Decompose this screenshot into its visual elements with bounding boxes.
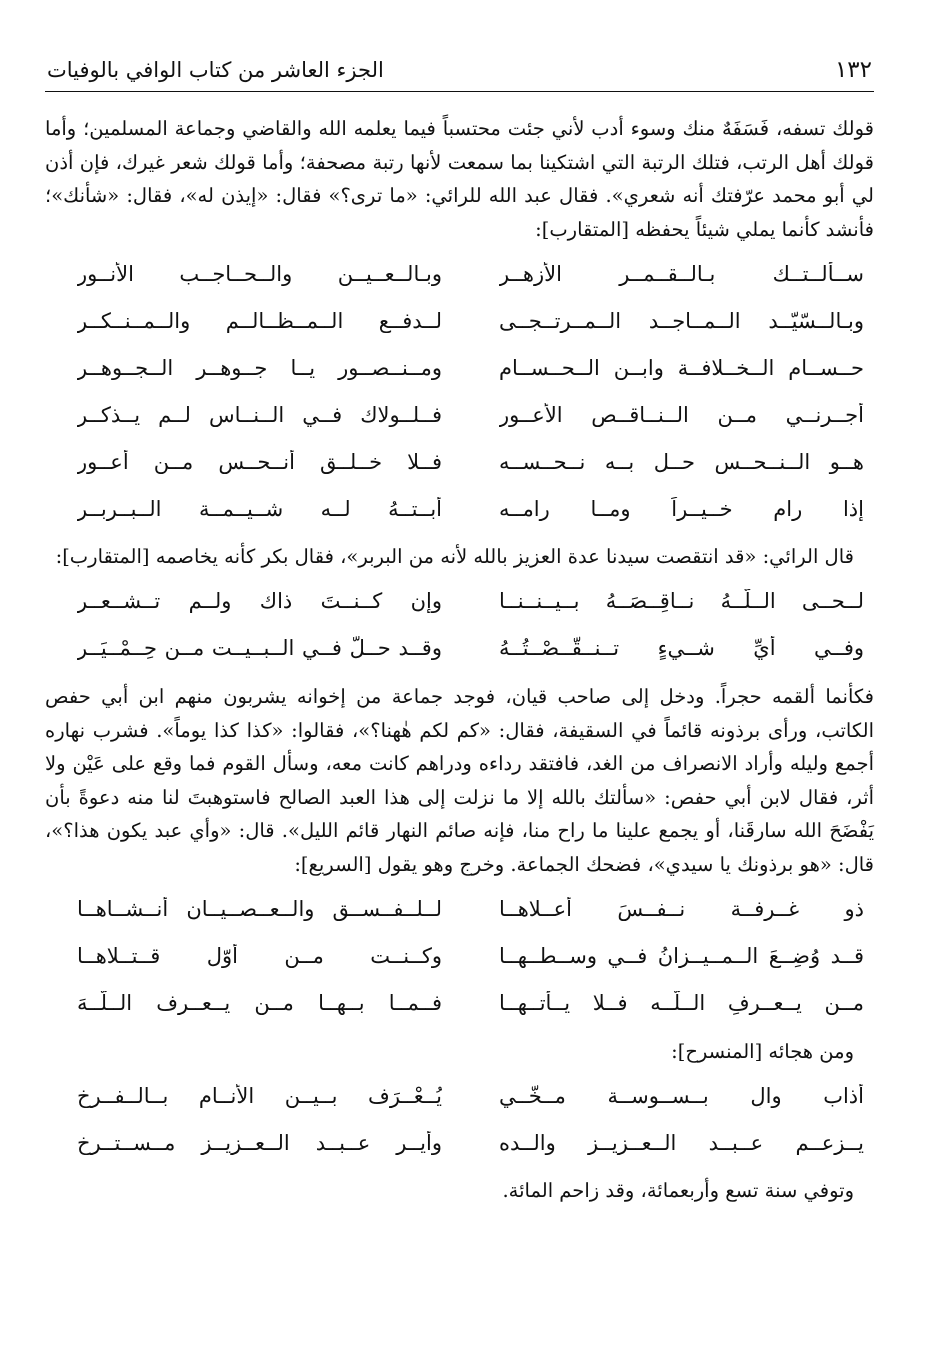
verse-first-hemistich: يــزعــم عــبــد الــعــزيــز والــده <box>499 1130 864 1155</box>
verse-second-hemistich: يُــعْــرَف بــيــن الأنــام بــالــفــرخِ <box>77 1083 442 1108</box>
book-page <box>45 55 874 1208</box>
running-title: الجزء العاشر من كتاب الوافي بالوفيات <box>47 58 384 82</box>
verse-line <box>45 625 874 672</box>
paragraph: قولك تسفه، فَسَفَهٌ منك وسوء أدب لأني جئت محتسباً فيما يعلمه الله والقاضي وجماعة المسلمين؛ وأما قولك أهل الرتب، فتلك الرتبة التي اشتكينا بما سمعت لأنها رتبة مصحفة؛ وأما قولك شعر غيرك، فإن أذن لي أبو محمد عرّفتك أنه شعري». فقال عبد الله للرائي: «ما ترى؟» فقال: «إيذن له»، فقال: «شأنك»؛ فأنشد كأنما يملي شيئاً يحفظه [المتقارب]: <box>45 117 874 241</box>
verse-first-hemistich: ســألــتــك بـالــقــمــر الأزهــرِ <box>499 261 864 286</box>
verse-second-hemistich: وأيــر عــبــد الــعــزيــز مــســتــرخِ <box>77 1130 442 1155</box>
verse-first-hemistich: وبـالــسّيّــد الــمــاجــد الــمــرتــجــى <box>499 308 864 333</box>
paragraph: ومن هجائه [المنسرح]: <box>671 1039 854 1063</box>
verse-first-hemistich: هــو الــنــحــس حــل بــه نــحــســه <box>499 449 864 474</box>
verse-first-hemistich: ذو غــرفــة نــفــسَ أعــلاهــا <box>499 897 864 922</box>
verse-line <box>45 886 874 933</box>
running-header <box>45 55 874 92</box>
verse-line <box>45 297 874 344</box>
verse-line <box>45 1072 874 1119</box>
poem-mutaqarib-1 <box>45 250 874 532</box>
verse-line <box>45 438 874 485</box>
verse-second-hemistich: وإن كــنــتَ ذاك ولــم تــشــعــرِ <box>77 589 442 614</box>
verse-first-hemistich: وفــي أيِّ شــيءٍ تــنــقّــصْــتُــهُ <box>499 636 864 661</box>
verse-line <box>45 344 874 391</box>
verse-second-hemistich: أَبــتــهُ لــه شــيــمــة الــبــربــر <box>77 496 442 521</box>
verse-second-hemistich: وكــنــت مــن أوّل قــتــلاهــا <box>77 944 442 969</box>
verse-second-hemistich: وبـالــعــيــن والــحــاجــب الأنــورِ <box>77 261 442 286</box>
verse-second-hemistich: فــلــولاك فــي الــنــاس لــم يــذكــر <box>77 402 442 427</box>
page-number: ١٣٢ <box>834 57 872 83</box>
verse-line <box>45 933 874 980</box>
paragraph: وتوفي سنة تسع وأربعمائة، وقد زاحم المائة. <box>502 1179 854 1203</box>
verse-line <box>45 1119 874 1166</box>
verse-second-hemistich: فــلا خــلــق أنــحــس مــن أعــور <box>77 449 442 474</box>
verse-first-hemistich: إذا رام خــيــراً ومــا رامــه <box>499 496 864 521</box>
verse-second-hemistich: فــمــا بــهــا مــن يــعــرف الــلّــهَ <box>77 991 442 1016</box>
verse-first-hemistich: لــحــى الــلّــهُ نــاقِــصَــهُ بــيــنــنــا <box>499 589 864 614</box>
verse-line <box>45 485 874 532</box>
verse-line <box>45 250 874 297</box>
verse-second-hemistich: وقــد حــلَّ فــي الــبــيــت مــن حِــمْــيَــرِ <box>77 636 442 661</box>
paragraph: فكأنما ألقمه حجراً. ودخل إلى صاحب قيان، فوجد جماعة من إخوانه يشربون منهم ابن أبي حفص الكاتب، ورأى برذونه قائماً في السقيفة، فقال: «كم لكم هٰهنا؟»، فقالوا: «كذا كذا يوماً». فشرب نهاره أجمع وليله وأراد الانصراف من الغد، فافتقد رداءه ودراهم كانت معه، وسأل القوم فما وقع على عَيْن ولا أثر، فقال لابن أبي حفص: «سألتك بالله إلا ما نزلت إلى هذا العبد الصالح فاستوهبتَ لنا منه دعوةً بأن يَفْضَحَ الله سارقَنا، أو يجمع علينا ما راح منا، فإنه صائم النهار قائم الليل». قال: «وأي عبد يكون هذا؟»، قال: «هو برذونك يا سيدي»، فضحك الجماعة. وخرج وهو يقول [السريع]: <box>45 684 874 876</box>
verse-second-hemistich: لــدفــع الــمــظــالــم والــمــنــكــرِ <box>77 308 442 333</box>
verse-first-hemistich: حــســام الــخــلافــة وابــن الــحــســام <box>499 355 864 380</box>
verse-line <box>45 391 874 438</box>
verse-first-hemistich: أذاب والٍ بــســوســة مــخّــي <box>499 1083 864 1108</box>
verse-line <box>45 980 874 1027</box>
verse-first-hemistich: أجــرنــي مــن الــنــاقــص الأعــور <box>499 402 864 427</box>
verse-second-hemistich: ومــنــصــور يــا جــوهــر الــجــوهــر <box>77 355 442 380</box>
verse-line <box>45 578 874 625</box>
verse-first-hemistich: قــد وُضِــعَ الــمــيــزانُ فــي وســطــهــا <box>499 944 864 969</box>
poem-munsarih <box>45 1072 874 1166</box>
verse-first-hemistich: مــن يــعــرفِ الــلّــه فــلا يــأتــهــا <box>499 991 864 1016</box>
poem-sari <box>45 886 874 1027</box>
paragraph: قال الرائي: «قد انتقصت سيدنا عدة العزيز بالله لأنه من البربر»، فقال بكر كأنه يخاصمه [المتقارب]: <box>55 545 854 569</box>
poem-mutaqarib-2 <box>45 578 874 672</box>
verse-second-hemistich: لــلــفــســق والــعــصــيــان أنــشــاهــا <box>77 897 442 922</box>
